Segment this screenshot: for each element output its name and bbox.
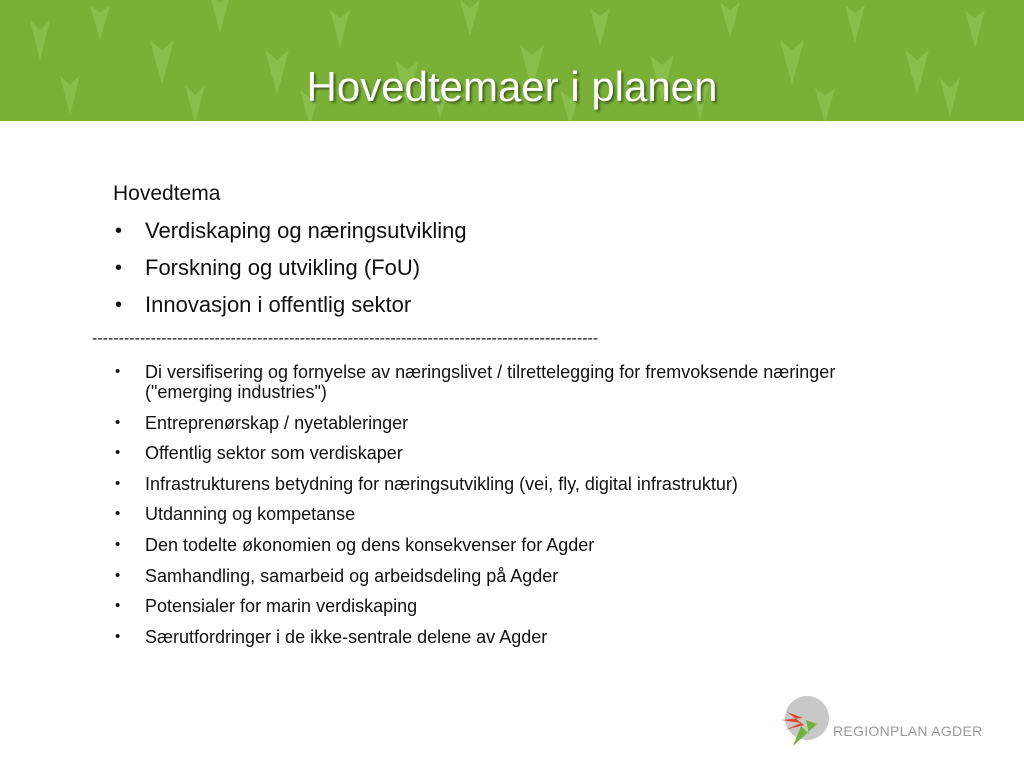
list-item-text: Innovasjon i offentlig sektor — [145, 292, 412, 317]
list-item — [113, 218, 713, 255]
list-item-text: Verdiskaping og næringsutvikling — [145, 218, 467, 243]
bullet: • — [115, 566, 121, 584]
list-item — [113, 362, 903, 402]
dashed-divider: ----------------------------------------------------------------------------------------------- — [92, 330, 599, 347]
bullet: • — [115, 363, 121, 380]
list-item — [113, 292, 713, 329]
list-item — [113, 596, 903, 616]
section-heading: Hovedtema — [113, 182, 221, 205]
slide-title: Hovedtemaer i planen — [306, 63, 718, 110]
bullet: • — [115, 413, 121, 431]
list-item — [113, 504, 903, 524]
main-topic-list — [113, 218, 713, 329]
logo-mark-icon — [773, 690, 833, 750]
list-item-text: Forskning og utvikling (FoU) — [145, 255, 421, 280]
bullet: • — [115, 257, 123, 279]
list-item-text: Di versifisering og fornyelse av næringslivet / tilrettelegging for fremvoksende næringer ("emerging industries") — [145, 362, 836, 402]
list-item — [113, 413, 903, 433]
sub-topic-list — [113, 362, 903, 657]
list-item — [113, 474, 903, 494]
bullet: • — [115, 535, 121, 553]
list-item — [113, 255, 713, 292]
bullet: • — [115, 474, 121, 492]
regionplan-logo — [773, 690, 993, 750]
logo-text: REGIONPLAN AGDER — [833, 723, 983, 739]
list-item-text: Infrastrukturens betydning for næringsutvikling (vei, fly, digital infrastruktur) — [145, 473, 738, 494]
bullet: • — [115, 444, 121, 462]
bullet: • — [115, 627, 121, 645]
list-item — [113, 443, 903, 463]
list-item-text: Utdanning og kompetanse — [145, 504, 356, 525]
list-item-text: Offentlig sektor som verdiskaper — [145, 443, 403, 464]
bullet: • — [115, 597, 121, 615]
list-item — [113, 535, 903, 555]
bullet: • — [115, 294, 123, 316]
list-item-text: Entreprenørskap / nyetableringer — [145, 412, 409, 433]
list-item-text: Samhandling, samarbeid og arbeidsdeling på Agder — [145, 565, 559, 586]
list-item-text: Den todelte økonomien og dens konsekvenser for Agder — [145, 534, 595, 555]
title-banner — [0, 0, 1024, 121]
bullet: • — [115, 220, 123, 242]
list-item-text: Særutfordringer i de ikke-sentrale delene av Agder — [145, 626, 548, 647]
list-item-text: Potensialer for marin verdiskaping — [145, 596, 418, 617]
list-item — [113, 566, 903, 586]
list-item — [113, 627, 903, 647]
bullet: • — [115, 505, 121, 523]
